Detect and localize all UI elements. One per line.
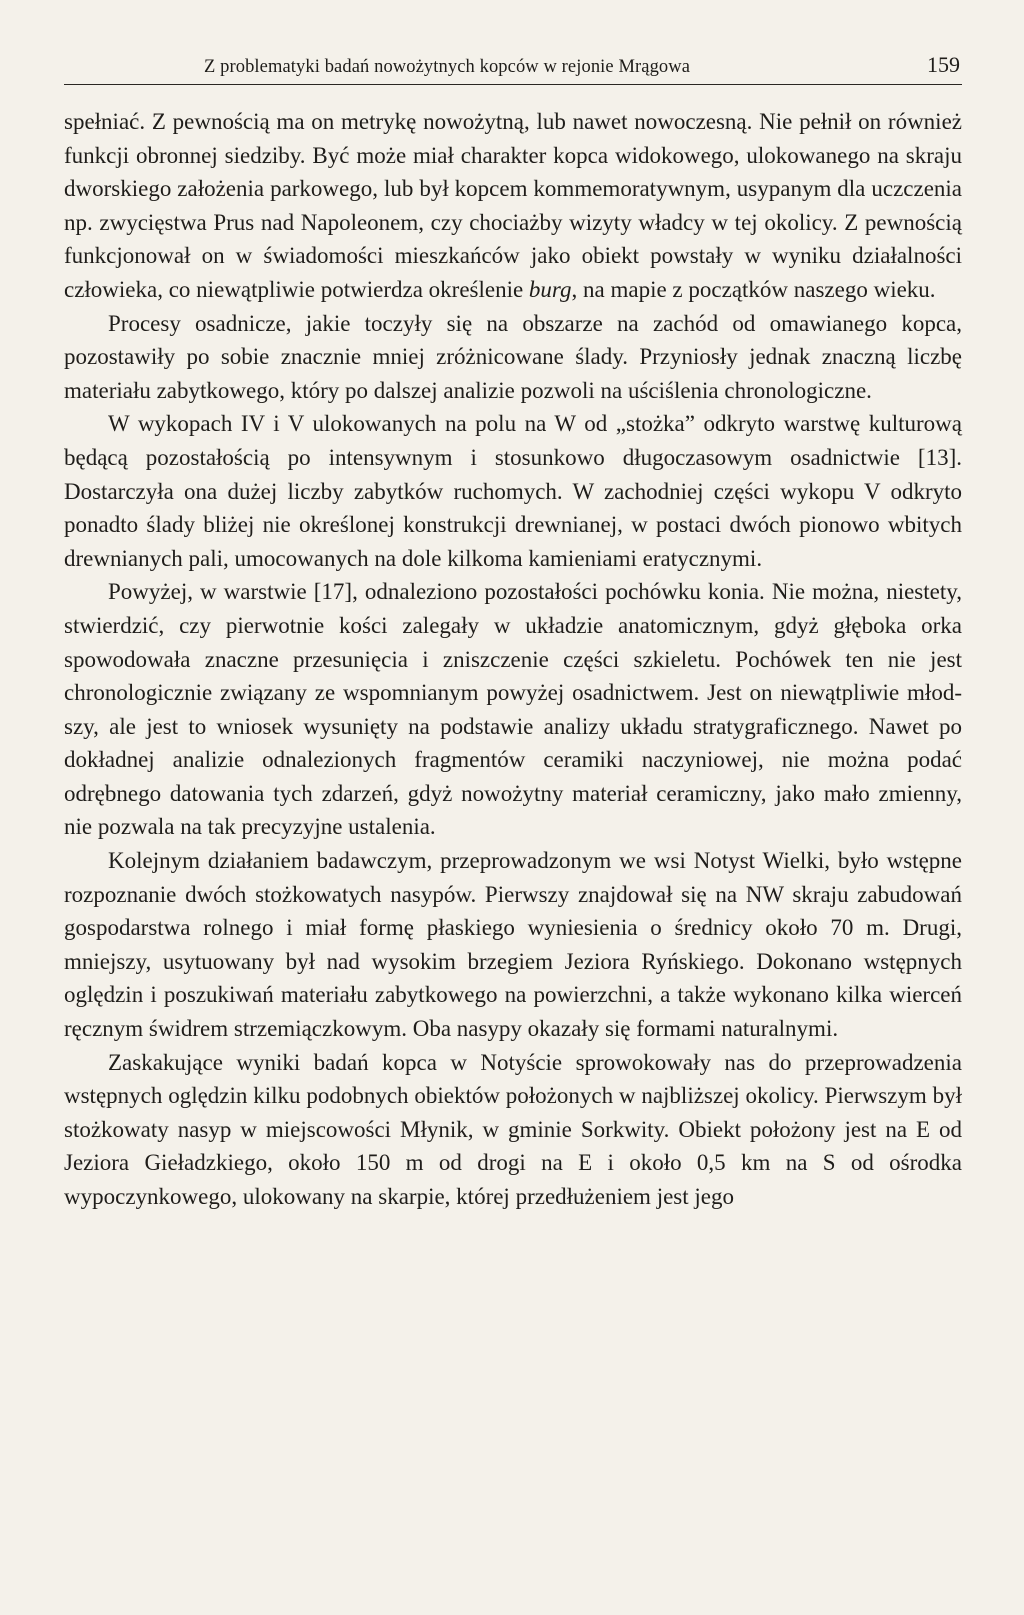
paragraph-1	[64, 105, 962, 307]
paragraph-1-emphasis: burg	[528, 276, 572, 302]
paragraph-1-tail: , na mapie z początków naszego wieku.	[571, 276, 936, 302]
paragraph-5: Kolejnym działaniem badawczym, przeprowadzonym we wsi Notyst Wielki, było wstępne rozpoznanie dwóch stożkowatych nasypów. Pierwszy znajdował się na NW skraju zabudowań gospodarstwa rolnego i miał formę płaskiego wyniesienia o średnicy około 70 m. Drugi, mniejszy, usytuowany był nad wysokim brzegiem Jeziora Ryńskiego. Dokonano wstępnych oględzin i poszukiwań materiału zabytkowego na powierzchni, a także wykonano kilka wierceń ręcznym świdrem strzemiączkowym. Oba nasypy okazały się formami naturalnymi.	[64, 848, 962, 1042]
paragraph-2: Procesy osadnicze, jakie toczyły się na obszarze na zachód od omawianego kopca, pozostawiły po sobie znacznie mniej zróżnicowane ślady. Przyniosły jednak znaczną liczbę materiału zabytkowego, który po dalszej analizie pozwoli na uściślenia chronologiczne.	[64, 310, 962, 403]
paragraph-1-text: spełniać. Z pewnością ma on metrykę nowożytną, lub nawet nowoczesną. Nie pełnił on również funkcji obronnej siedziby. Być może miał charakter kopca widokowego, ulokowanego na skraju dworskiego założenia parkowego, lub był kopcem kommemoratywnym, usypanym dla uczczenia np. zwycięstwa Prus nad Napoleonem, czy chociażby wizyty władcy w tej okolicy. Z pewnością funkcjonował on w świadomości mieszkańców jako obiekt powstały w wyniku działalności człowieka, co niewątpliwie potwierdza określenie	[64, 109, 962, 302]
body-text	[64, 105, 962, 1214]
header-rule	[64, 84, 962, 85]
running-head	[64, 50, 962, 84]
paragraph-3: W wykopach IV i V ulokowanych na polu na W od „stożka” odkryto warstwę kulturową będącą pozostałością po intensywnym i stosunkowo długoczasowym osadnictwie [13]. Dostarczyła ona dużej liczby zabytków ruchomych. W zachodniej części wykopu V odkryto ponadto ślady bliżej nie określonej konstrukcji drewnianej, w postaci dwóch pionowo wbitych drewnianych pali, umocowanych na dole kilkoma kamieniami eratycznymi.	[64, 411, 962, 571]
page-number: 159	[927, 52, 960, 77]
paragraph-6: Zaskakujące wyniki badań kopca w Notyście sprowokowały nas do przeprowadzenia wstępnych oględzin kilku podobnych obiektów położonych w najbliższej okolicy. Pierwszym był stożkowaty nasyp w miejscowości Młynik, w gminie Sorkwity. Obiekt położony jest na E od Jeziora Gieładzkiego, około 150 m od drogi na E i około 0,5 km na S od ośrodka wypoczynkowego, ulokowany na skarpie, której przedłużeniem jest jego	[64, 1049, 962, 1209]
running-title: Z problematyki badań nowożytnych kopców w rejonie Mrągowa	[204, 57, 691, 77]
paragraph-4: Powyżej, w warstwie [17], odnaleziono pozostałości pochówku konia. Nie można, niestety, stwierdzić, czy pierwotnie kości zalegały w układzie anatomicznym, gdyż głęboka orka spowodowała znaczne przesunięcia i zniszczenie części szkieletu. Pochówek ten nie jest chronologicznie związany ze wspomnianym powyżej osadnictwem. Jest on niewątpliwie młodszy, ale jest to wniosek wysunięty na podstawie analizy układu stratygraficznego. Nawet po dokładnej analizie odnalezionych fragmentów ceramiki naczyniowej, nie można podać odrębnego datowania tych zdarzeń, gdyż nowożytny materiał ceramiczny, jako mało zmienny, nie pozwala na tak precyzyjne ustalenia.	[64, 579, 962, 840]
